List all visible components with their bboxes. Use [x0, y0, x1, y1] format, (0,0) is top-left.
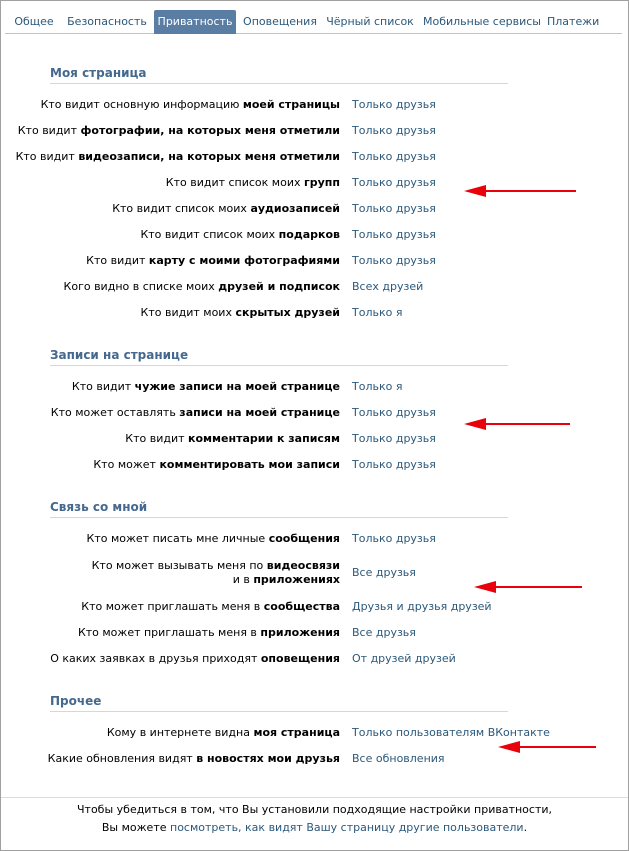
privacy-row — [20, 726, 620, 742]
row-label: Кому в интернете видна моя страница — [106, 726, 340, 739]
row-label: Кто видит моих скрытых друзей — [140, 306, 340, 319]
row-label: Кто видит карту с моими фотографиями — [86, 254, 340, 267]
row-label: Кто может вызывать меня по видеосвязи и в приложениях — [91, 559, 340, 586]
privacy-value-link[interactable]: От друзей друзей — [352, 652, 456, 665]
row-label: Кто видит фотографии, на которых меня отметили — [17, 124, 340, 137]
arrow-left-icon — [474, 581, 584, 593]
privacy-value-link[interactable]: Только друзья — [352, 202, 436, 215]
privacy-value-link[interactable]: Только друзья — [352, 254, 436, 267]
privacy-value-link[interactable]: Только друзья — [352, 406, 436, 419]
privacy-value-link[interactable]: Всех друзей — [352, 280, 424, 293]
arrow-left-icon — [464, 185, 578, 197]
privacy-row — [20, 432, 620, 448]
row-label: Кто видит список моих аудиозаписей — [112, 202, 340, 215]
privacy-row — [20, 202, 620, 218]
row-label: Кто может писать мне личные сообщения — [86, 532, 340, 545]
privacy-value-link[interactable]: Только друзья — [352, 98, 436, 111]
view-as-others-link[interactable]: посмотреть, как видят Вашу страницу другие пользователи — [170, 821, 524, 834]
tab-notifications[interactable]: Оповещения — [243, 15, 317, 28]
privacy-value-link[interactable]: Друзья и друзья друзей — [352, 600, 492, 613]
row-label: Кто видит список моих подарков — [140, 228, 340, 241]
arrow-left-icon — [464, 418, 572, 430]
row-label: Кого видно в списке моих друзей и подписок — [63, 280, 340, 293]
privacy-value-link[interactable]: Все обновления — [352, 752, 445, 765]
footer-note — [1, 797, 628, 850]
row-label: Кто видит видеозаписи, на которых меня отметили — [15, 150, 340, 163]
footer-line-1: Чтобы убедиться в том, что Вы установили подходящие настройки приватности, — [77, 803, 552, 816]
footer-line-2: Вы можете посмотреть, как видят Вашу страницу другие пользователи. — [101, 821, 528, 834]
privacy-row — [20, 626, 620, 642]
privacy-row — [20, 306, 620, 322]
privacy-value-link[interactable]: Только друзья — [352, 432, 436, 445]
privacy-row — [20, 280, 620, 296]
section-title-my-page: Моя страница — [50, 66, 508, 84]
tab-security[interactable]: Безопасность — [67, 15, 147, 28]
privacy-value-link[interactable]: Только друзья — [352, 458, 436, 471]
section-title-wall: Записи на странице — [50, 348, 508, 366]
privacy-row — [20, 652, 620, 668]
row-label: О каких заявках в друзья приходят оповещения — [50, 652, 340, 665]
privacy-value-link[interactable]: Только друзья — [352, 228, 436, 241]
privacy-value-link[interactable]: Только друзья — [352, 124, 436, 137]
tab-payments[interactable]: Платежи — [547, 15, 600, 28]
row-label: Кто может приглашать меня в приложения — [77, 626, 340, 639]
privacy-value-link[interactable]: Только друзья — [352, 176, 436, 189]
privacy-row — [15, 150, 620, 166]
privacy-value-link[interactable]: Только пользователям ВКонтакте — [352, 726, 550, 739]
tab-bar — [5, 9, 622, 34]
row-label: Кто видит комментарии к записям — [125, 432, 340, 445]
row-label: Кто видит основную информацию моей страницы — [40, 98, 340, 111]
privacy-row — [20, 532, 620, 548]
privacy-row — [20, 254, 620, 270]
privacy-value-link[interactable]: Все друзья — [352, 566, 416, 579]
row-label: Кто видит чужие записи на моей странице — [71, 380, 340, 393]
arrow-left-icon — [498, 741, 598, 753]
section-title-contact: Связь со мной — [50, 500, 508, 518]
privacy-row — [20, 98, 620, 114]
privacy-value-link[interactable]: Только я — [352, 380, 403, 393]
tab-blacklist[interactable]: Чёрный список — [326, 15, 414, 28]
privacy-row — [20, 380, 620, 396]
privacy-row — [17, 124, 620, 140]
tab-general[interactable]: Общее — [14, 15, 54, 28]
row-label: Кто может комментировать мои записи — [93, 458, 340, 471]
privacy-value-link[interactable]: Только друзья — [352, 532, 436, 545]
row-label: Кто может приглашать меня в сообщества — [81, 600, 340, 613]
privacy-row — [20, 228, 620, 244]
privacy-value-link[interactable]: Все друзья — [352, 626, 416, 639]
tab-mobile[interactable]: Мобильные сервисы — [423, 15, 541, 28]
row-label: Кто может оставлять записи на моей странице — [50, 406, 340, 419]
privacy-value-link[interactable]: Только друзья — [352, 150, 436, 163]
row-label: Какие обновления видят в новостях мои друзья — [47, 752, 340, 765]
row-label: Кто видит список моих групп — [165, 176, 340, 189]
privacy-value-link[interactable]: Только я — [352, 306, 403, 319]
tab-privacy[interactable]: Приватность — [154, 10, 236, 34]
privacy-row — [20, 752, 620, 768]
privacy-row — [20, 600, 620, 616]
section-title-other: Прочее — [50, 694, 508, 712]
privacy-row — [20, 458, 620, 474]
